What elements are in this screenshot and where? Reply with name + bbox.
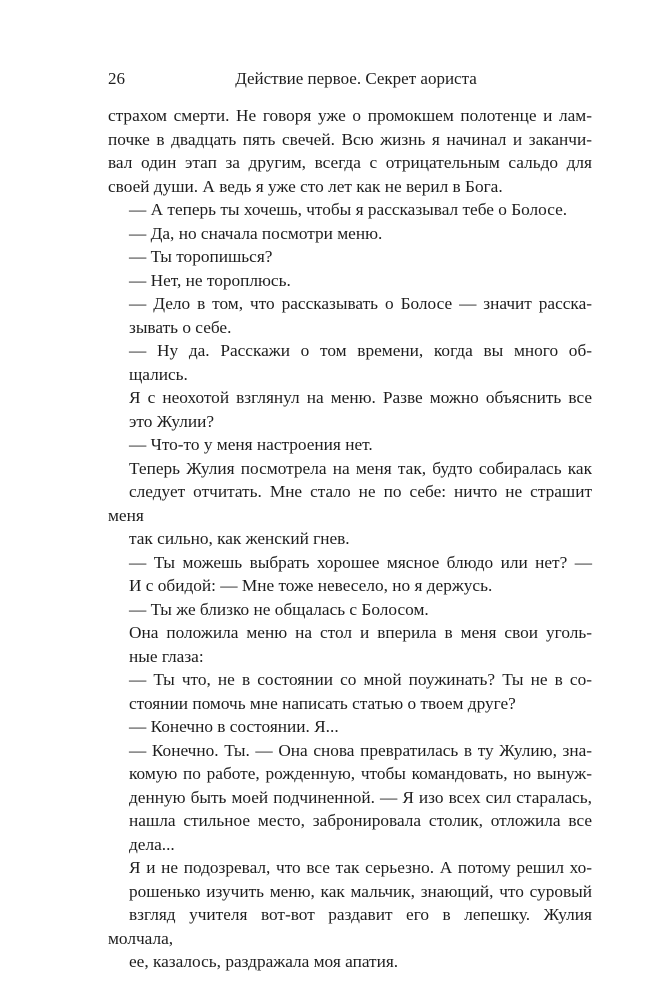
text-line: Она положила меню на стол и вперила в меня свои уголь- <box>129 623 592 642</box>
paragraph <box>108 668 592 715</box>
text-line: рошенько изучить меню, как мальчик, знающий, что суровый <box>129 881 592 901</box>
text-line: — Ты торопишься? <box>129 247 273 266</box>
text-line: — Что-то у меня настроения нет. <box>129 435 373 454</box>
text-line: нашла стильное место, забронировала столик, отложила все <box>129 811 592 830</box>
text-line: — Ты же близко не общалась с Болосом. <box>129 599 429 619</box>
text-line: своей души. А ведь я уже сто лет как не верил в Бога. <box>108 176 503 196</box>
body-text <box>108 104 592 974</box>
text-line: И с обидой: — Мне тоже невесело, но я держусь. <box>129 576 493 595</box>
paragraph <box>108 104 592 198</box>
paragraph <box>108 621 592 668</box>
text-line: — Да, но сначала посмотри меню. <box>129 223 383 243</box>
paragraph <box>108 386 592 433</box>
text-line: дела... <box>129 834 175 854</box>
text-line: щались. <box>129 364 188 384</box>
paragraph <box>108 269 592 293</box>
paragraph <box>108 245 592 269</box>
paragraph <box>108 856 592 974</box>
text-line: Теперь Жулия посмотрела на меня так, будто собиралась как <box>129 458 592 478</box>
text-line: комую по работе, рожденную, чтобы командовать, но вынуж- <box>129 764 592 783</box>
text-line: ее, казалось, раздражала моя апатия. <box>129 952 399 971</box>
text-line: вал один этап за другим, всегда с отрицательным сальдо для <box>108 153 592 172</box>
paragraph <box>108 339 592 386</box>
text-line: — А теперь ты хочешь, чтобы я рассказывал тебе о Болосе. <box>129 200 568 219</box>
text-line: — Конечно в состоянии. Я... <box>129 717 339 736</box>
text-line: почке в двадцать пять свечей. Всю жизнь я начинал и заканчи- <box>108 129 592 149</box>
text-line: Я и не подозревал, что все так серьезно. А потому решил хо- <box>129 858 592 877</box>
page-number: 26 <box>108 69 125 88</box>
paragraph <box>108 551 592 598</box>
text-line: — Конечно. Ты. — Она снова превратилась в ту Жулию, зна- <box>129 740 592 760</box>
paragraph <box>108 292 592 339</box>
paragraph <box>108 433 592 457</box>
text-line: денную быть моей подчиненной. — Я изо всех сил старалась, <box>129 787 592 807</box>
text-line: — Ну да. Расскажи о том времени, когда вы много об- <box>129 341 592 360</box>
text-line: стоянии помочь мне написать статью о твоем друге? <box>129 693 516 713</box>
paragraph <box>108 222 592 246</box>
paragraph <box>108 457 592 551</box>
text-line: следует отчитать. Мне стало не по себе: ничто не страшит меня <box>108 482 592 525</box>
text-line: — Ты что, не в состоянии со мной поужинать? Ты не в со- <box>129 670 592 689</box>
text-line: это Жулии? <box>129 411 215 431</box>
text-line: так сильно, как женский гнев. <box>129 529 350 548</box>
text-line: Я с неохотой взглянул на меню. Разве можно объяснить все <box>129 388 592 407</box>
paragraph <box>108 739 592 857</box>
paragraph <box>108 198 592 222</box>
text-line: взгляд учителя вот-вот раздавит его в лепешку. Жулия молчала, <box>108 905 592 948</box>
running-title: Действие первое. Секрет аориста <box>235 69 477 88</box>
text-line: зывать о себе. <box>129 317 232 337</box>
text-line: страхом смерти. Не говоря уже о промокшем полотенце и лам- <box>108 106 592 125</box>
text-line: — Дело в том, что рассказывать о Болосе — значит расска- <box>129 294 592 313</box>
text-line: — Ты можешь выбрать хорошее мясное блюдо или нет? — <box>129 552 592 572</box>
paragraph <box>108 715 592 739</box>
paragraph <box>108 598 592 622</box>
text-line: ные глаза: <box>129 646 204 666</box>
text-line: — Нет, не тороплюсь. <box>129 270 291 290</box>
running-header <box>108 67 584 91</box>
